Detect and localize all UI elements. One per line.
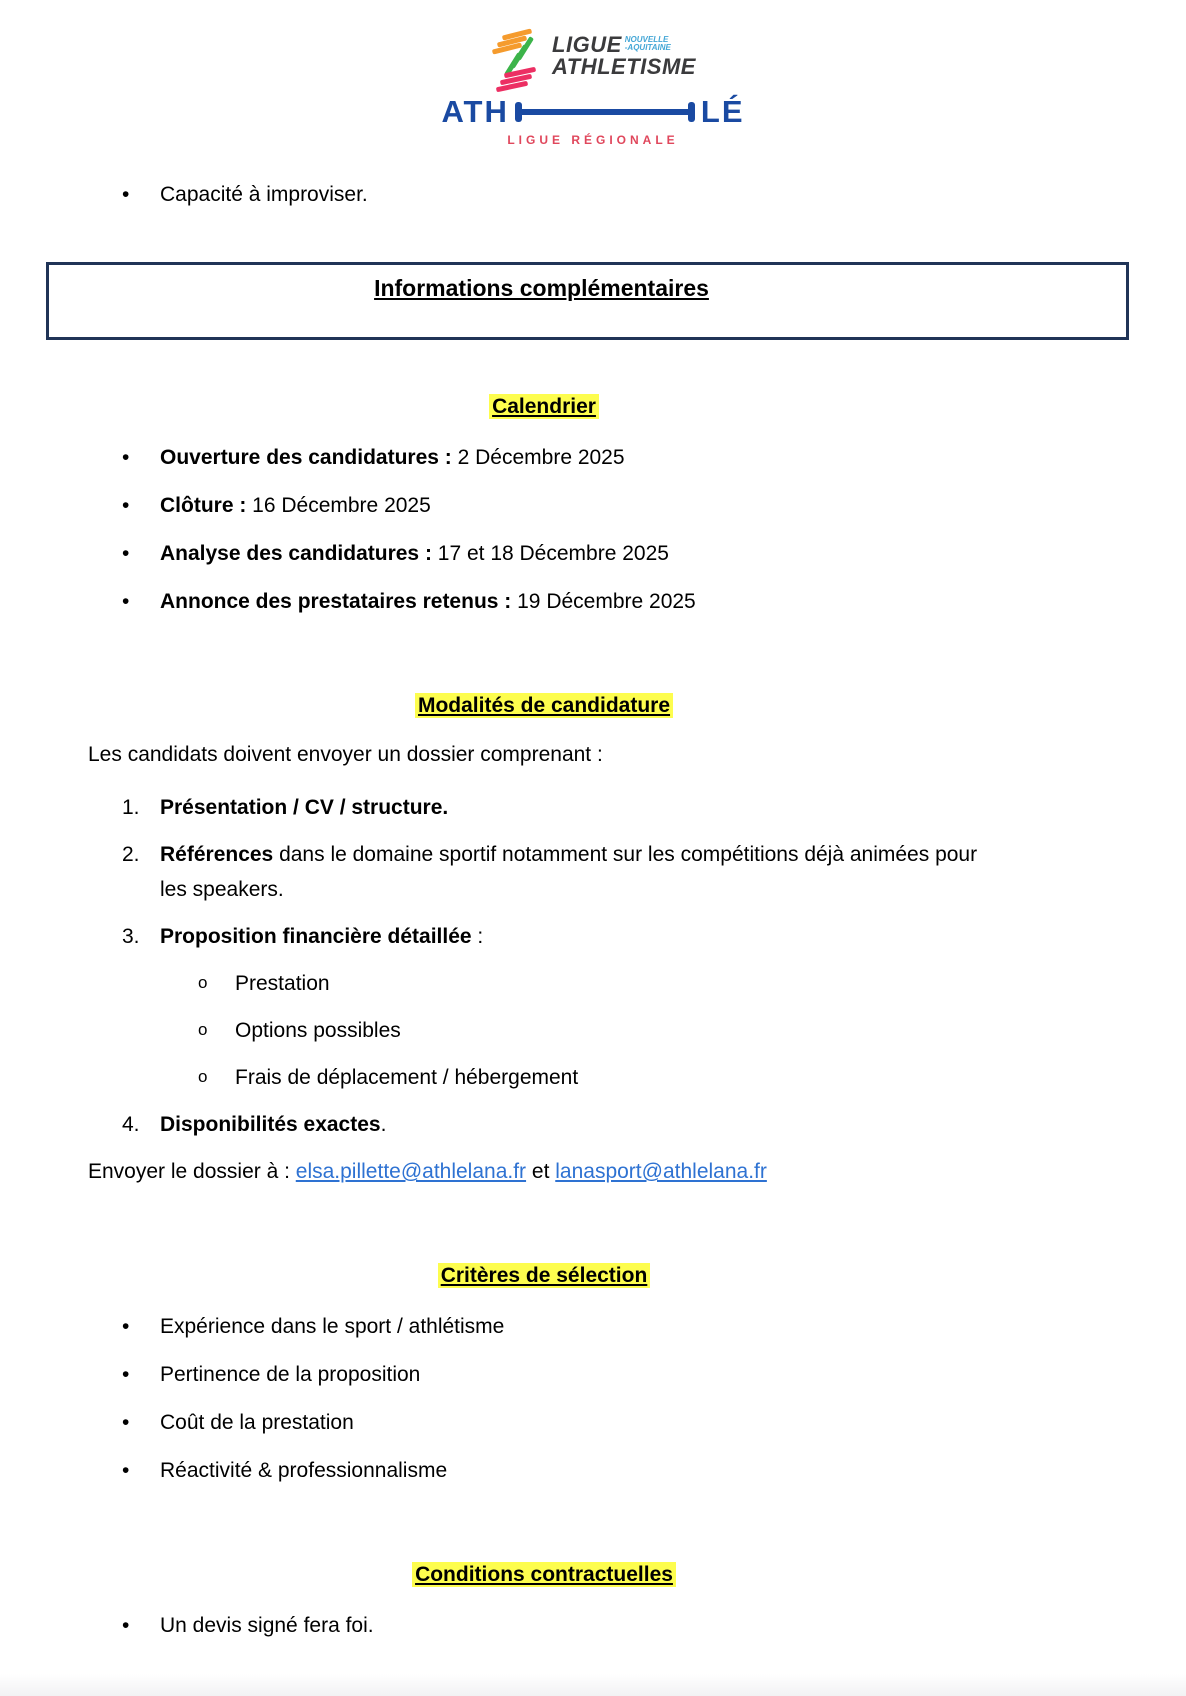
logo-region-line1: NOUVELLE	[624, 35, 669, 44]
logo-text	[552, 26, 696, 78]
calendrier-value: 16 Décembre 2025	[252, 494, 431, 517]
critere-text: Coût de la prestation	[160, 1411, 354, 1434]
critere-pertinence	[88, 1357, 1000, 1392]
item-bold-text: Proposition financière détaillée	[160, 925, 472, 948]
condition-text: Un devis signé fera foi.	[160, 1614, 374, 1637]
numbered-item-1	[88, 790, 1000, 825]
send-middle: et	[526, 1160, 556, 1183]
logo-word-ligue: LIGUE	[552, 32, 622, 57]
bullet-icon: •	[122, 183, 130, 206]
numbered-item-4	[88, 1107, 1000, 1142]
calendrier-value: 17 et 18 Décembre 2025	[437, 542, 669, 565]
sub-bullet-prestation	[88, 966, 1000, 1001]
sub-bullet-text: Frais de déplacement / hébergement	[235, 1066, 579, 1089]
bullet-icon: •	[122, 1614, 130, 1637]
logo-word-athletisme: ATHLETISME	[552, 54, 696, 79]
sub-bullet-frais	[88, 1060, 1000, 1095]
calendrier-value: 2 Décembre 2025	[457, 446, 625, 469]
section-title-criteres	[88, 1261, 1000, 1291]
bullet-capacite-text: Capacité à improviser.	[160, 183, 368, 206]
bullet-icon: •	[122, 542, 130, 565]
ligue-athletisme-logo	[490, 26, 696, 90]
bullet-icon: •	[122, 1315, 130, 1338]
critere-text: Expérience dans le sport / athlétisme	[160, 1315, 505, 1338]
email-link-elsa[interactable]: elsa.pillette@athlelana.fr	[295, 1160, 527, 1183]
logo-region-label	[625, 34, 671, 52]
bullet-icon: •	[122, 1459, 130, 1482]
bullet-icon: •	[122, 590, 130, 613]
critere-reactivite	[88, 1453, 1000, 1488]
sub-bullet-text: Prestation	[235, 972, 330, 995]
item-number: 3.	[122, 925, 140, 948]
email-link-lanasport[interactable]: lanasport@athlelana.fr	[555, 1160, 767, 1183]
calendrier-item-cloture	[88, 488, 1000, 523]
section-title-conditions-text: Conditions contractuelles	[412, 1562, 676, 1587]
numbered-item-3	[88, 919, 1000, 954]
item-bold-text: Disponibilités exactes	[160, 1113, 381, 1136]
logo-block	[0, 0, 1186, 147]
calendrier-label: Analyse des candidatures :	[160, 542, 432, 565]
page-bottom-shade	[0, 1674, 1186, 1696]
calendrier-item-analyse	[88, 536, 1000, 571]
bullet-icon: •	[122, 494, 130, 517]
modalites-intro: Les candidats doivent envoyer un dossier comprenant :	[88, 743, 603, 766]
critere-text: Pertinence de la proposition	[160, 1363, 421, 1386]
info-box	[46, 262, 1129, 340]
calendrier-item-ouverture	[88, 440, 1000, 475]
item-number: 1.	[122, 796, 140, 819]
logo-region-line2: -AQUITAINE	[624, 43, 671, 52]
logo-stripes-icon	[490, 26, 548, 88]
bullet-capacite	[88, 177, 1000, 212]
circle-bullet-icon: o	[198, 973, 208, 992]
send-dossier-line	[88, 1154, 1000, 1189]
item-rest-text: .	[380, 1113, 387, 1136]
bullet-icon: •	[122, 1411, 130, 1434]
section-title-calendrier-text: Calendrier	[489, 394, 599, 419]
calendrier-label: Annonce des prestataires retenus :	[160, 590, 512, 613]
sub-bullet-options	[88, 1013, 1000, 1048]
calendrier-label: Clôture :	[160, 494, 247, 517]
barbell-icon	[515, 100, 695, 124]
item-rest-text: dans le domaine sportif notamment sur les compétitions déjà animées pour les speakers.	[160, 843, 978, 901]
calendrier-item-annonce	[88, 584, 1000, 619]
bullet-icon: •	[122, 1363, 130, 1386]
circle-bullet-icon: o	[198, 1020, 208, 1039]
section-title-conditions	[88, 1560, 1000, 1590]
condition-devis	[88, 1608, 1000, 1643]
bullet-icon: •	[122, 446, 130, 469]
critere-experience	[88, 1309, 1000, 1344]
box-title	[49, 273, 1034, 303]
calendrier-value: 19 Décembre 2025	[517, 590, 696, 613]
critere-cout	[88, 1405, 1000, 1440]
section-title-modalites-text: Modalités de candidature	[415, 693, 673, 718]
logo-tagline: LIGUE RÉGIONALE	[507, 133, 679, 147]
critere-text: Réactivité & professionnalisme	[160, 1459, 448, 1482]
section-title-criteres-text: Critères de sélection	[438, 1263, 651, 1288]
section-title-calendrier	[88, 392, 1000, 422]
send-prefix: Envoyer le dossier à :	[88, 1160, 296, 1183]
numbered-item-2	[88, 837, 1000, 907]
item-number: 2.	[122, 843, 140, 866]
sub-bullet-text: Options possibles	[235, 1019, 401, 1042]
item-bold-text: Présentation / CV / structure.	[160, 796, 449, 819]
calendrier-label: Ouverture des candidatures :	[160, 446, 452, 469]
item-bold-text: Références	[160, 843, 274, 866]
athle-logo	[0, 94, 1186, 129]
item-rest-text: :	[471, 925, 484, 948]
athle-left-text: ATH	[441, 94, 509, 129]
box-title-text: Informations complémentaires	[374, 275, 709, 301]
circle-bullet-icon: o	[198, 1067, 208, 1086]
item-number: 4.	[122, 1113, 140, 1136]
athle-right-text: LÉ	[700, 94, 745, 129]
section-title-modalites	[88, 691, 1000, 721]
